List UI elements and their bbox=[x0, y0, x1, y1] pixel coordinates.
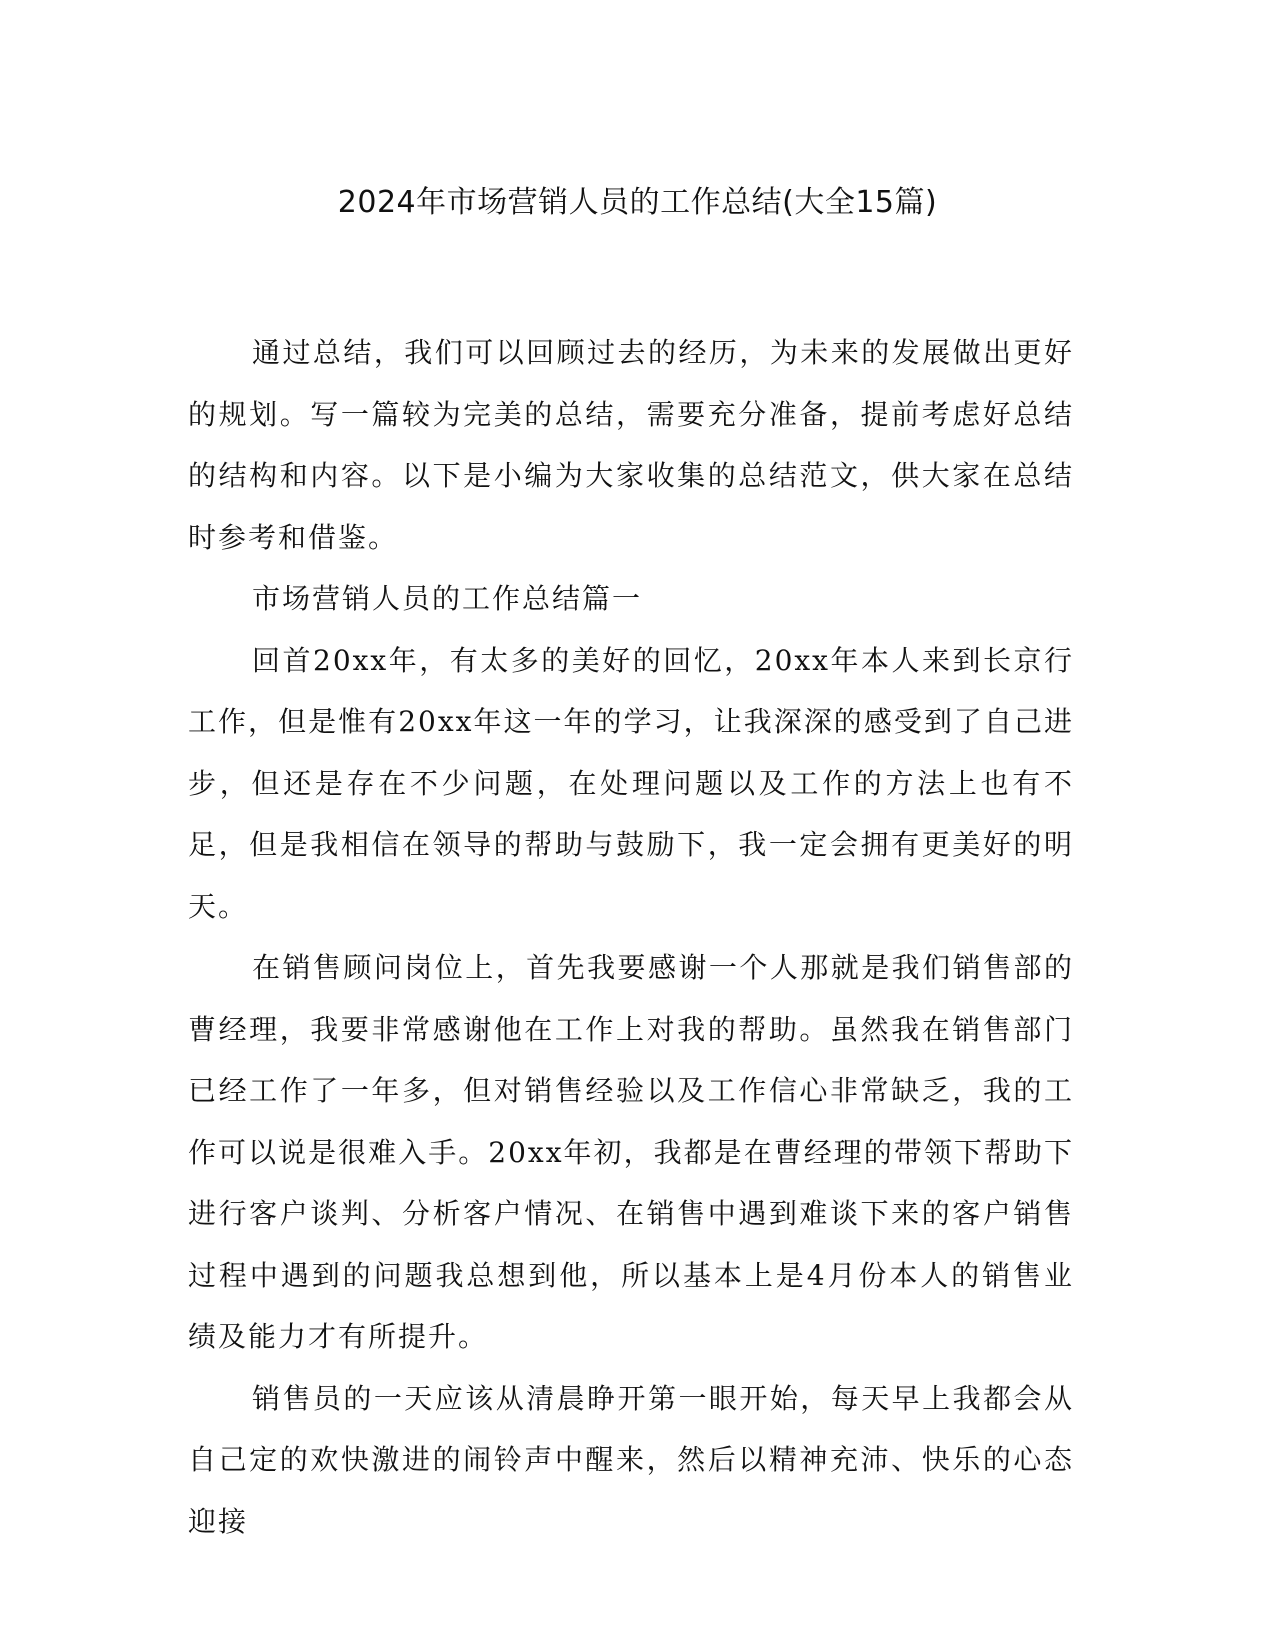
document-body bbox=[188, 322, 1074, 1552]
document-title: 2024年市场营销人员的工作总结(大全15篇) bbox=[337, 185, 938, 220]
body-paragraph: 销售员的一天应该从清晨睁开第一眼开始，每天早上我都会从自己定的欢快激进的闹铃声中醒来，然后以精神充沛、快乐的心态迎接 bbox=[188, 1381, 1074, 1538]
body-paragraph: 在销售顾问岗位上，首先我要感谢一个人那就是我们销售部的曹经理，我要非常感谢他在工作上对我的帮助。虽然我在销售部门已经工作了一年多，但对销售经验以及工作信心非常缺乏，我的工作可以说是很难入手。20xx年初，我都是在曹经理的带领下帮助下进行客户谈判、分析客户情况、在销售中遇到难谈下来的客户销售过程中遇到的问题我总想到他，所以基本上是4月份本人的销售业绩及能力才有所提升。 bbox=[188, 951, 1074, 1353]
body-paragraph: 回首20xx年，有太多的美好的回忆，20xx年本人来到长京行工作，但是惟有20xx年这一年的学习，让我深深的感受到了自己进步，但还是存在不少问题，在处理问题以及工作的方法上也有不足，但是我相信在领导的帮助与鼓励下，我一定会拥有更美好的明天。 bbox=[188, 643, 1074, 923]
section-heading: 市场营销人员的工作总结篇一 bbox=[252, 582, 643, 615]
intro-paragraph: 通过总结，我们可以回顾过去的经历，为未来的发展做出更好的规划。写一篇较为完美的总结，需要充分准备，提前考虑好总结的结构和内容。以下是小编为大家收集的总结范文，供大家在总结时参考和借鉴。 bbox=[188, 336, 1074, 554]
